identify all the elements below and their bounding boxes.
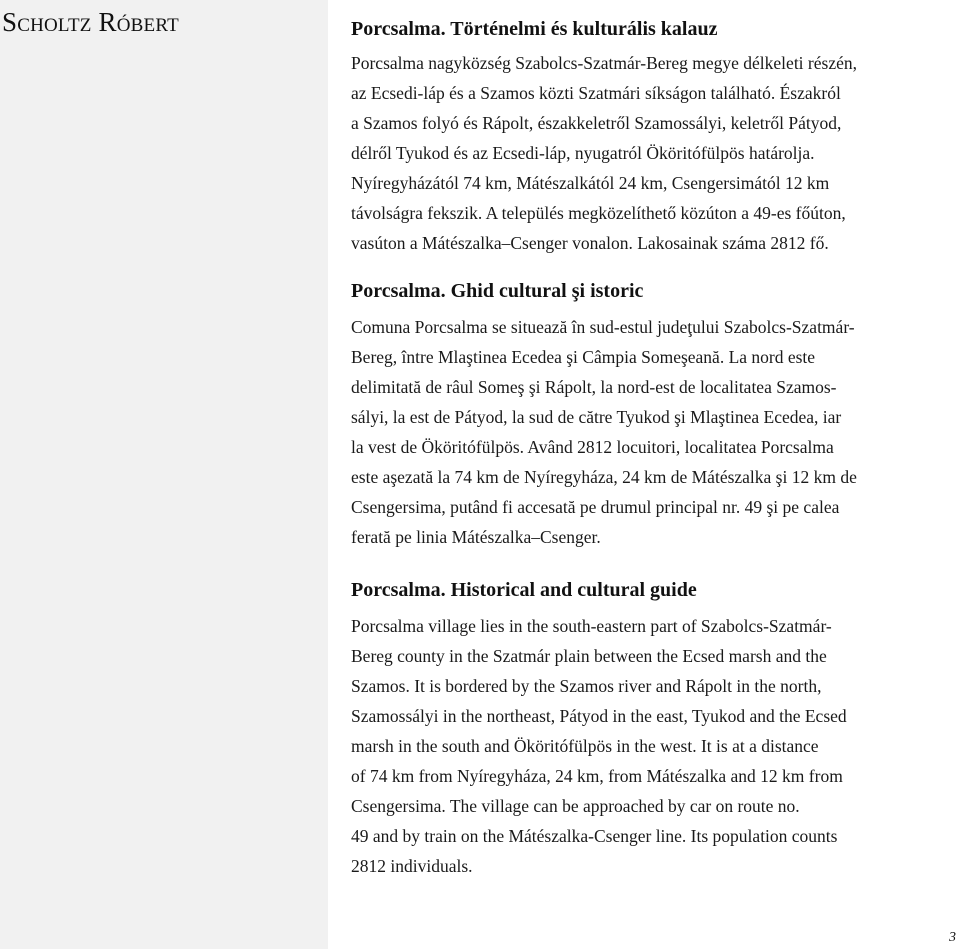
paragraph-english	[351, 611, 957, 881]
text-line: Bereg, între Mlaştinea Ecedea şi Câmpia Someşeană. La nord este	[351, 347, 816, 367]
paragraph-hungarian	[351, 48, 957, 258]
text-line: délről Tyukod és az Ecsedi-láp, nyugatról Ököritófülpös határolja.	[351, 143, 815, 163]
text-line: 2812 individuals.	[351, 856, 473, 876]
text-line: távolságra fekszik. A település megközelíthető közúton a 49-es főúton,	[351, 203, 846, 223]
text-line: Porcsalma village lies in the south-eastern part of Szabolcs-Szatmár-	[351, 616, 832, 636]
section-hungarian	[351, 14, 957, 258]
text-line: marsh in the south and Ököritófülpös in the west. It is at a distance	[351, 736, 819, 756]
section-romanian	[351, 276, 957, 552]
article-body	[351, 14, 957, 881]
text-line: of 74 km from Nyíregyháza, 24 km, from Mátészalka and 12 km from	[351, 766, 843, 786]
left-margin-panel	[0, 0, 328, 949]
text-line: sályi, la est de Pátyod, la sud de către Tyukod şi Mlaştinea Ecedea, iar	[351, 407, 842, 427]
section-title-hungarian: Porcsalma. Történelmi és kulturális kalauz	[351, 18, 718, 40]
text-line: Comuna Porcsalma se situează în sud-estul judeţului Szabolcs-Szatmár-	[351, 317, 855, 337]
text-line: Csengersima, putând fi accesată pe drumul principal nr. 49 şi pe calea	[351, 497, 840, 517]
text-line: Szamos. It is bordered by the Szamos river and Rápolt in the north,	[351, 676, 822, 696]
text-line: Szamossályi in the northeast, Pátyod in the east, Tyukod and the Ecsed	[351, 706, 847, 726]
author-name: Scholtz Róbert	[2, 7, 179, 37]
text-line: Csengersima. The village can be approached by car on route no.	[351, 796, 800, 816]
text-line: Nyíregyházától 74 km, Mátészalkától 24 km, Csengersimától 12 km	[351, 173, 830, 193]
text-line: a Szamos folyó és Rápolt, északkeletről Szamossályi, keletről Pátyod,	[351, 113, 842, 133]
page-number: 3	[949, 930, 956, 945]
text-line: az Ecsedi-láp és a Szamos közti Szatmári síkságon található. Északról	[351, 83, 841, 103]
section-title-romanian: Porcsalma. Ghid cultural şi istoric	[351, 280, 644, 302]
text-line: delimitată de râul Someş şi Rápolt, la nord-est de localitatea Szamos-	[351, 377, 837, 397]
text-line: vasúton a Mátészalka–Csenger vonalon. Lakosainak száma 2812 fő.	[351, 233, 829, 253]
section-title-english: Porcsalma. Historical and cultural guide	[351, 579, 697, 601]
text-line: la vest de Ököritófülpös. Având 2812 locuitori, localitatea Porcsalma	[351, 437, 834, 457]
text-line: 49 and by train on the Mátészalka-Csenger line. Its population counts	[351, 826, 838, 846]
text-line: Porcsalma nagyközség Szabolcs-Szatmár-Bereg megye délkeleti részén,	[351, 53, 857, 73]
paragraph-romanian	[351, 312, 957, 552]
text-line: este aşezată la 74 km de Nyíregyháza, 24 km de Mátészalka şi 12 km de	[351, 467, 857, 487]
text-line: ferată pe linia Mátészalka–Csenger.	[351, 527, 601, 547]
section-english	[351, 575, 957, 881]
text-line: Bereg county in the Szatmár plain between the Ecsed marsh and the	[351, 646, 827, 666]
